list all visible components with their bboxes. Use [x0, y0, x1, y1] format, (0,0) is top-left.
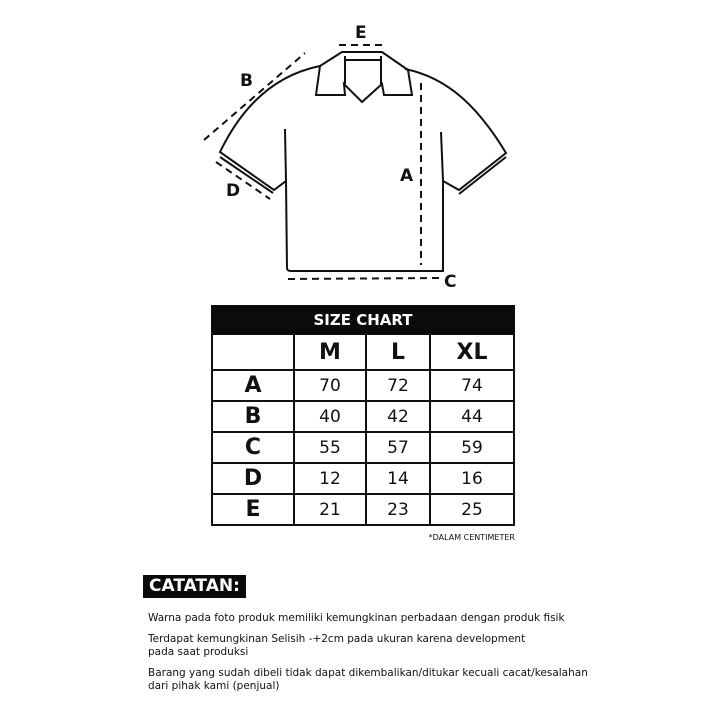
label-d: D	[226, 181, 241, 201]
notes-heading: CATATAN:	[143, 575, 246, 598]
size-value: 44	[430, 401, 514, 432]
size-value: 25	[430, 494, 514, 525]
table-row	[212, 432, 514, 463]
shirt-body-lines	[285, 129, 443, 181]
size-value: 12	[294, 463, 366, 494]
note-item: pada saat produksi	[148, 646, 249, 658]
table-row	[212, 463, 514, 494]
column-header: L	[366, 334, 430, 370]
table-row	[212, 494, 514, 525]
column-header: XL	[430, 334, 514, 370]
row-label: E	[212, 494, 294, 525]
size-value: 40	[294, 401, 366, 432]
size-value: 21	[294, 494, 366, 525]
size-value: 16	[430, 463, 514, 494]
label-c: C	[444, 272, 457, 292]
label-a: A	[400, 166, 414, 186]
table-title: SIZE CHART	[212, 306, 514, 334]
label-b: B	[240, 71, 253, 91]
note-item: Warna pada foto produk memiliki kemungkinan perbadaan dengan produk fisik	[148, 612, 565, 624]
size-value: 23	[366, 494, 430, 525]
table-row	[212, 401, 514, 432]
collar	[316, 52, 412, 102]
column-header	[212, 334, 294, 370]
table-row	[212, 370, 514, 401]
size-value: 59	[430, 432, 514, 463]
row-label: A	[212, 370, 294, 401]
size-value: 57	[366, 432, 430, 463]
size-value: 14	[366, 463, 430, 494]
size-value: 70	[294, 370, 366, 401]
table-header-row	[212, 334, 514, 370]
size-chart-table	[211, 305, 515, 526]
note-item: Terdapat kemungkinan Selisih -+2cm pada ukuran karena development	[148, 633, 526, 645]
unit-note: *DALAM CENTIMETER	[428, 533, 515, 542]
note-item: dari pihak kami (penjual)	[148, 680, 280, 692]
row-label: C	[212, 432, 294, 463]
note-item: Barang yang sudah dibeli tidak dapat dikembalikan/ditukar kecuali cacat/kesalahan	[148, 667, 588, 679]
shirt-outline	[220, 66, 506, 271]
column-header: M	[294, 334, 366, 370]
size-value: 55	[294, 432, 366, 463]
shirt-diagram	[0, 0, 726, 300]
row-label: B	[212, 401, 294, 432]
sleeve-cuffs	[220, 157, 506, 194]
size-value: 42	[366, 401, 430, 432]
size-value: 74	[430, 370, 514, 401]
size-value: 72	[366, 370, 430, 401]
row-label: D	[212, 463, 294, 494]
label-e: E	[355, 23, 367, 43]
